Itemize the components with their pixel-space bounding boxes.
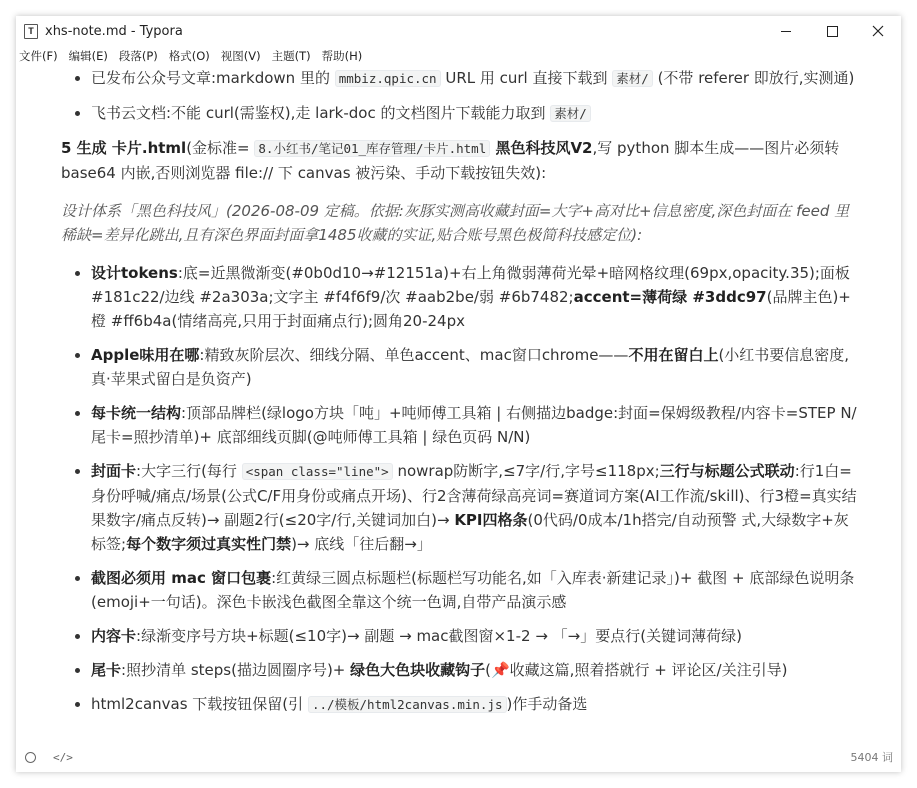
bold-text: 尾卡 bbox=[91, 661, 122, 679]
close-icon bbox=[872, 25, 884, 37]
menu-format[interactable]: 格式(O) bbox=[168, 49, 210, 63]
bold-text: 5 生成 卡片.html bbox=[61, 139, 187, 157]
bold-text: 三行与标题公式联动 bbox=[659, 462, 795, 480]
text: :照抄清单 steps(描边圆圈序号)+ bbox=[121, 661, 351, 679]
inline-code: ../模板/html2canvas.min.js bbox=[308, 696, 507, 713]
bold-text: 设计tokens bbox=[91, 264, 178, 282]
menu-view[interactable]: 视图(V) bbox=[220, 49, 261, 63]
bold-text: 封面卡 bbox=[91, 462, 137, 480]
text: (小红书要信息密度,真·苹果式留白是负资产) bbox=[91, 346, 850, 388]
text: :行1白=身份呼喊/痛点/场景(公式C/F用身份或痛点开场)、行2含薄荷绿高亮词=赛道词方案(AI工作流/skill)、行3橙=真实结果数字/痛点反转)→ 副题2行(≤20字/行,关键词加白)→ bbox=[91, 462, 857, 529]
list-item bbox=[91, 401, 857, 449]
list-item bbox=[91, 261, 857, 333]
inline-code: <span class="line"> bbox=[242, 463, 393, 480]
list-item bbox=[91, 343, 857, 391]
text: (不带 referer 即放行,实测通) bbox=[652, 69, 855, 87]
menu-bar bbox=[16, 46, 901, 66]
bold-text: 每卡统一结构 bbox=[91, 404, 182, 422]
inline-code: 素材/ bbox=[612, 70, 653, 87]
list-item bbox=[91, 658, 857, 682]
typora-app-icon: T bbox=[24, 24, 38, 39]
bold-text: KPI四格条 bbox=[454, 511, 528, 529]
minimize-button[interactable] bbox=[763, 16, 809, 46]
source-list bbox=[61, 66, 857, 126]
design-list bbox=[61, 261, 857, 717]
bold-text: Apple味用在哪 bbox=[91, 346, 200, 364]
text: :精致灰阶层次、细线分隔、单色accent、mac窗口chrome—— bbox=[199, 346, 629, 364]
menu-edit[interactable]: 编辑(E) bbox=[68, 49, 108, 63]
text: (品牌主色)+ 橙 #ff6b4a(情绪高亮,只用于封面痛点行);圆角20-24px bbox=[91, 288, 851, 330]
source-mode-button[interactable]: </> bbox=[53, 750, 73, 764]
inline-code: 8.小红书/笔记01_库存管理/卡片.html bbox=[254, 140, 490, 157]
text: (📌收藏这篇,照着搭就行 + 评论区/关注引导) bbox=[485, 661, 788, 679]
text: :顶部品牌栏(绿logo方块「吨」+吨师傅工具箱 | 右侧描边badge:封面=保姆级教程/内容卡=STEP N/尾卡=照抄清单)+ 底部细线页脚(@吨师傅工具箱 | 绿色页码 N/N) bbox=[91, 404, 857, 446]
text: :底=近黑微渐变(#0b0d10→#12151a)+右上角微弱薄荷光晕+暗网格纹理(69px,opacity.35);面板 #181c22/边线 #2a303a;文字主 #f4f6f9/次 #aab2be/弱 #6b7482; bbox=[91, 264, 850, 306]
editor-content[interactable] bbox=[16, 66, 901, 742]
status-bar bbox=[16, 742, 901, 772]
list-item bbox=[91, 692, 857, 717]
list-item bbox=[91, 66, 857, 91]
text: (金标准= bbox=[186, 139, 255, 157]
bold-text: accent=薄荷绿 #3ddc97 bbox=[573, 288, 767, 306]
bold-text: 每个数字须过真实性门禁 bbox=[126, 535, 292, 553]
close-button[interactable] bbox=[855, 16, 901, 46]
text: )→ 底线「往后翻→」 bbox=[291, 535, 432, 553]
bold-text: 截图必须用 mac 窗口包裹 bbox=[91, 569, 272, 587]
inline-code: mmbiz.qpic.cn bbox=[335, 70, 441, 87]
list-item bbox=[91, 101, 857, 126]
outline-toggle-icon[interactable] bbox=[25, 752, 36, 763]
text: 已发布公众号文章:markdown 里的 bbox=[91, 69, 335, 87]
text: ,写 python 脚本生成——图片必须转 base64 内嵌,否则浏览器 file:// 下 canvas 被污染、手动下载按钮失效): bbox=[61, 139, 840, 182]
menu-theme[interactable]: 主题(T) bbox=[271, 49, 311, 63]
text: URL 用 curl 直接下载到 bbox=[440, 69, 613, 87]
maximize-icon bbox=[827, 26, 838, 37]
text: :大字三行(每行 bbox=[136, 462, 242, 480]
maximize-button[interactable] bbox=[809, 16, 855, 46]
step-paragraph bbox=[61, 136, 857, 185]
typora-window bbox=[16, 16, 901, 772]
inline-code: 素材/ bbox=[550, 105, 591, 122]
minimize-icon bbox=[781, 31, 791, 32]
menu-file[interactable]: 文件(F) bbox=[19, 49, 58, 63]
word-count[interactable]: 5404 词 bbox=[850, 751, 893, 764]
text: :绿渐变序号方块+标题(≤10字)→ 副题 → mac截图窗×1-2 → 「→」要点行(关键词薄荷绿) bbox=[136, 627, 742, 645]
italic-text: 设计体系「黑色科技风」(2026-08-09 定稿。依据:灰豚实测高收藏封面=大字+高对比+信息密度,深色封面在 feed 里稀缺=差异化跳出,且有深色界面封面拿1485收藏的实证,贴合账号黑色极简科技感定位): bbox=[61, 202, 850, 244]
menu-paragraph[interactable]: 段落(P) bbox=[118, 49, 158, 63]
text: 飞书云文档:不能 curl(需鉴权),走 lark-doc 的文档图片下载能力取到 bbox=[91, 104, 551, 122]
text: )作手动备选 bbox=[506, 695, 588, 713]
list-item bbox=[91, 624, 857, 648]
list-item bbox=[91, 566, 857, 614]
design-intro bbox=[61, 199, 857, 247]
text: nowrap防断字,≤7字/行,字号≤118px; bbox=[392, 462, 660, 480]
bold-text: 不用在留白上 bbox=[628, 346, 719, 364]
bold-text: 黑色科技风V2 bbox=[490, 139, 593, 157]
bold-text: 绿色大色块收藏钩子 bbox=[350, 661, 486, 679]
list-item bbox=[91, 459, 857, 556]
text: :红黄绿三圆点标题栏(标题栏写功能名,如「入库表·新建记录」)+ 截图 + 底部绿色说明条(emoji+一句话)。深色卡嵌浅色截图全靠这个统一色调,自带产品演示感 bbox=[91, 569, 855, 611]
text: (0代码/0成本/1h搭完/自动预警 式,大绿数字+灰标签; bbox=[91, 511, 849, 553]
text: html2canvas 下载按钮保留(引 bbox=[91, 695, 308, 713]
window-title: xhs-note.md - Typora bbox=[45, 23, 183, 39]
bold-text: 内容卡 bbox=[91, 627, 137, 645]
menu-help[interactable]: 帮助(H) bbox=[321, 49, 363, 63]
title-bar[interactable] bbox=[16, 16, 901, 46]
